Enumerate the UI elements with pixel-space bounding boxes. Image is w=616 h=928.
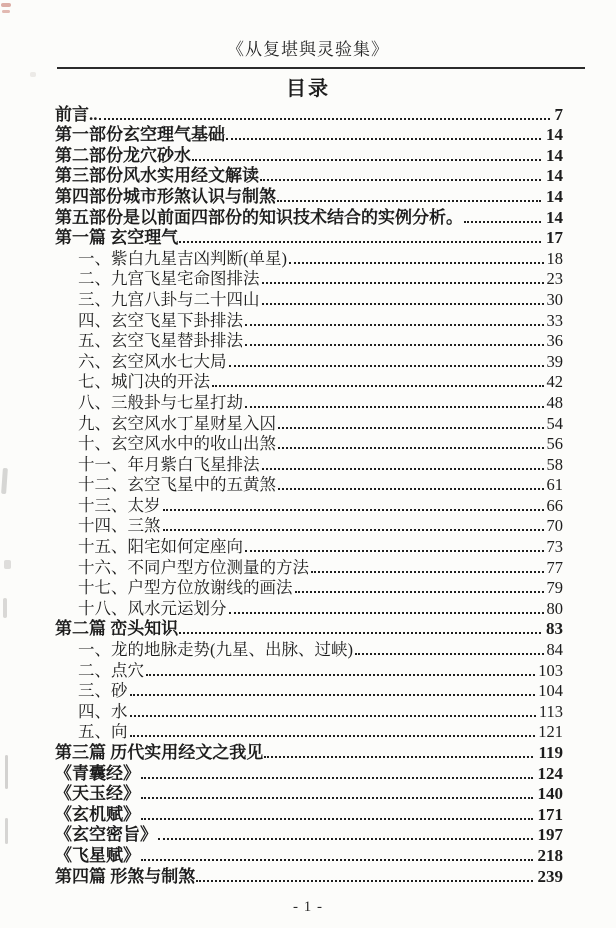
toc-entry-label: 四、玄空飞星下卦排法 [78,310,243,330]
scan-artifact [3,598,7,618]
toc-entry-label: 十七、户型方位放谢线的画法 [78,578,293,598]
dot-leader [264,756,533,758]
toc-entry [0,721,563,742]
toc-entry-label: 《玄机赋》 [55,804,140,824]
toc-entry-page: 17 [546,228,563,248]
toc-entry-page: 239 [537,866,563,886]
toc-entry [0,124,563,145]
toc-entry-page: 39 [546,351,563,371]
toc-entry [0,371,563,392]
toc-entry [0,433,563,454]
toc-entry-page: 18 [546,248,563,268]
toc-entry-label: 第二篇 峦头知识 [55,619,179,639]
toc-entry-page: 14 [546,207,563,227]
toc-entry-label: 第四部份城市形煞认识与制煞 [55,186,276,206]
toc-entry [0,680,563,701]
toc-entry-page: 197 [537,825,563,845]
toc-entry-label: 《青囊经》 [55,763,140,783]
toc-entry [0,309,563,330]
toc-entry-page: 84 [546,640,563,660]
toc-entry-page: 54 [546,413,563,433]
toc-entry-label: 十四、三煞 [78,516,161,536]
toc-entry-label: 十二、玄空飞星中的五黄煞 [78,475,276,495]
toc-entry [0,206,563,227]
toc-entry [0,185,563,206]
scan-artifact [5,755,8,789]
header-rule-divider [57,67,585,69]
toc-entry [0,412,563,433]
toc-entry-label: 第三篇 历代实用经文之我见 [55,743,264,762]
toc-entry [0,803,563,824]
dot-leader [464,221,541,223]
dot-leader [262,468,544,470]
dot-leader [245,550,544,552]
scan-artifact [5,818,8,844]
toc-entry [0,453,563,474]
toc-entry-label: 十五、阳宅如何定座向 [78,537,243,557]
toc-entry-page: 104 [538,681,563,701]
dot-leader [141,859,533,861]
toc-entry [0,330,563,351]
toc-entry-page: 14 [546,145,563,165]
toc-entry-page: 80 [546,598,563,618]
toc-entry-page: 124 [537,763,563,783]
scan-artifact [2,10,10,13]
dot-leader [277,200,541,202]
toc-entry-page: 113 [538,701,563,721]
dot-leader [245,324,544,326]
toc-entry-label: 九、玄空风水丁星财星入囚 [78,413,276,433]
toc-entry [0,535,563,556]
toc-entry-label: 《飞星赋》 [55,845,140,865]
dot-leader [229,612,544,614]
toc-entry [0,165,563,186]
toc-entry [0,824,563,845]
toc-entry [0,268,563,289]
dot-leader [355,653,544,655]
toc-entry [0,144,563,165]
toc-entry [0,350,563,371]
dot-leader [130,715,536,717]
toc-entry [0,659,563,680]
toc-entry-page: 171 [537,804,563,824]
toc-entry-page: 58 [546,454,563,474]
toc-entry [0,762,563,783]
dot-leader [226,138,541,140]
dot-leader [262,303,544,305]
toc-entry [0,391,563,412]
scan-artifact [1,3,11,7]
dot-leader [289,262,544,264]
toc-entry-label: 八、三般卦与七星打劫 [78,392,243,412]
toc-entry-page: 14 [546,186,563,206]
toc-entry [0,474,563,495]
toc-entry-label: 十、玄空风水中的收山出煞 [78,434,276,454]
toc-entry [0,597,563,618]
toc-list [0,103,563,886]
toc-entry-label: 二、点穴 [78,660,144,680]
toc-entry [0,741,563,762]
toc-entry-page: 14 [546,166,563,186]
running-header-book-title: 《从复堪與灵验集》 [227,40,389,59]
toc-entry-page: 23 [546,269,563,289]
dot-leader [229,365,544,367]
toc-entry-page: 14 [546,125,563,145]
dot-leader [278,447,544,449]
toc-entry-label: 六、玄空风水七大局 [78,351,227,371]
scan-artifact [4,560,11,569]
toc-entry-page: 70 [546,516,563,536]
toc-entry [0,556,563,577]
toc-entry-label: 四、水 [78,701,128,721]
toc-entry [0,227,563,248]
toc-entry-label: 第三部份风水实用经文解读 [55,166,259,186]
toc-entry [0,103,563,124]
toc-entry-page: 30 [546,289,563,309]
dot-leader [192,159,541,161]
toc-entry-page: 48 [546,392,563,412]
toc-entry-label: 五、向 [78,722,128,742]
toc-entry-label: 三、九宫八卦与二十四山 [78,289,260,309]
toc-entry-label: 三、砂 [78,681,128,701]
toc-entry-page: 7 [554,104,563,124]
toc-entry-label: 十三、太岁 [78,495,161,515]
toc-entry-label: 第一部份玄空理气基础 [55,125,225,145]
dot-leader [196,880,532,882]
dot-leader [179,632,541,634]
toc-entry-label: 《天玉经》 [55,784,140,804]
dot-leader [141,818,533,820]
dot-leader [262,282,544,284]
dot-leader [212,385,544,387]
dot-leader [163,529,544,531]
dot-leader [179,241,541,243]
toc-entry [0,638,563,659]
dot-leader [278,488,544,490]
dot-leader [311,571,544,573]
scan-artifact [30,72,36,77]
toc-entry-page: 73 [546,537,563,557]
toc-entry-label: 第二部份龙穴砂水 [55,145,191,165]
dot-leader [278,427,544,429]
toc-entry-label: 前言.. [55,104,98,124]
dot-leader [158,838,533,840]
toc-entry-label: 七、城门决的开法 [78,372,210,392]
toc-entry-page: 140 [537,784,563,804]
toc-entry [0,515,563,536]
toc-entry-page: 79 [546,578,563,598]
toc-entry-label: 二、九宫飞星宅命图排法 [78,269,260,289]
toc-entry-page: 83 [546,619,563,639]
toc-entry-page: 218 [537,845,563,865]
toc-entry-page: 61 [546,475,563,495]
toc-entry-page: 56 [546,434,563,454]
toc-entry [0,865,563,886]
toc-entry-label: 一、龙的地脉走势(九星、出脉、过峡) [78,640,353,660]
toc-entry [0,783,563,804]
toc-entry [0,844,563,865]
dot-leader [260,179,541,181]
toc-entry-page: 103 [538,660,563,680]
toc-entry [0,577,563,598]
dot-leader [130,694,536,696]
dot-leader [245,344,544,346]
toc-entry [0,700,563,721]
toc-entry [0,247,563,268]
toc-entry-page: 33 [546,310,563,330]
toc-entry-label: 第四篇 形煞与制煞 [55,866,196,886]
toc-entry-label: 第五部份是以前面四部份的知识技术结合的实例分析。 [55,207,463,227]
toc-entry-page: 119 [538,743,563,762]
toc-entry [0,288,563,309]
dot-leader [99,118,550,120]
toc-entry-page: 36 [546,331,563,351]
page-number-footer: - 1 - [293,899,323,915]
toc-entry-label: 第一篇 玄空理气 [55,228,179,248]
dot-leader [163,509,544,511]
toc-entry [0,494,563,515]
dot-leader [295,591,544,593]
toc-entry-label: 十八、风水元运划分 [78,598,227,618]
toc-entry-page: 121 [538,722,563,742]
dot-leader [146,674,535,676]
dot-leader [141,777,533,779]
toc-page-title: 目录 [286,78,330,100]
toc-entry-page: 42 [546,372,563,392]
toc-entry-page: 77 [546,557,563,577]
dot-leader [245,406,544,408]
toc-entry-label: 一、紫白九星吉凶判断(单星) [78,248,287,268]
toc-entry [0,618,563,639]
dot-leader [141,797,533,799]
toc-entry-label: 五、玄空飞星替卦排法 [78,331,243,351]
toc-entry-page: 66 [546,495,563,515]
toc-entry-label: 十六、不同户型方位测量的方法 [78,557,309,577]
toc-entry-label: 《玄空密旨》 [55,825,157,845]
toc-entry-label: 十一、年月紫白飞星排法 [78,454,260,474]
dot-leader [130,735,536,737]
